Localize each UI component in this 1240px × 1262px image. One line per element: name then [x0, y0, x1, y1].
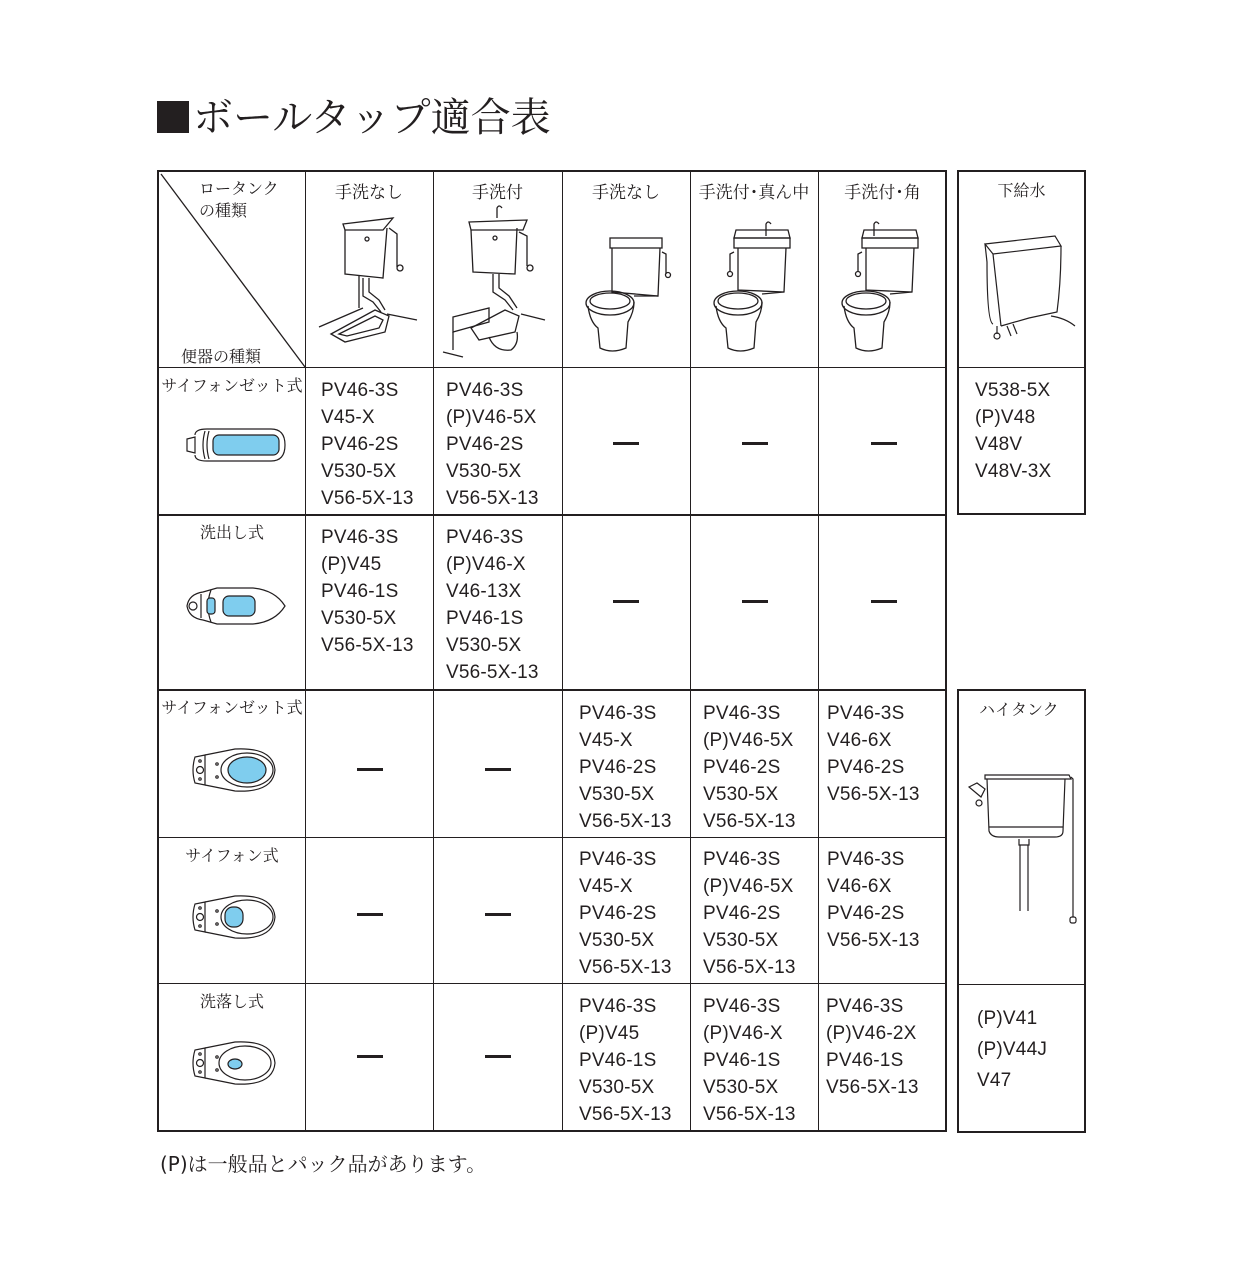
western-siphon-jet-bowl-icon — [189, 745, 279, 795]
part-number: PV46-1S — [579, 1050, 657, 1071]
column-header-4 — [818, 172, 947, 367]
page-title — [157, 92, 551, 144]
squat-toilet-handwash-tank-icon — [433, 172, 562, 367]
part-number: PV46-3S — [321, 380, 399, 401]
part-number: PV46-2S — [446, 434, 524, 455]
part-number: V56-5X-13 — [827, 784, 920, 805]
not-applicable-dash — [485, 913, 511, 916]
page-title-text: ボールタップ適合表 — [193, 95, 551, 141]
part-number: V46-6X — [827, 730, 892, 751]
corner-header-cell — [159, 172, 305, 367]
part-number: V56-5X-13 — [321, 635, 414, 656]
part-number: V46-13X — [446, 581, 522, 602]
part-number: PV46-3S — [826, 996, 904, 1017]
column-header-1 — [433, 172, 562, 367]
not-applicable-dash — [742, 600, 768, 603]
not-applicable-dash — [357, 768, 383, 771]
squat-toilet-low-tank-icon — [305, 172, 433, 367]
part-number: PV46-3S — [703, 996, 781, 1017]
column-header-3 — [690, 172, 818, 367]
panel-header-label: 下給水 — [997, 181, 1046, 200]
column-header-2 — [562, 172, 690, 367]
not-applicable-dash — [485, 1055, 511, 1058]
compatibility-table — [157, 170, 947, 1132]
part-number: PV46-2S — [579, 903, 657, 924]
cell-r2-c3 — [703, 700, 796, 835]
part-number: PV46-1S — [703, 1050, 781, 1071]
row-header-1 — [159, 514, 305, 689]
cell-r3-c4 — [827, 846, 920, 954]
bottom-supply-panel — [957, 170, 1086, 515]
part-number: V530-5X — [579, 784, 655, 805]
row-header-2 — [159, 689, 305, 837]
column-header-label: 手洗なし — [592, 183, 660, 203]
cell-r2-c4 — [827, 700, 920, 808]
part-number: PV46-2S — [827, 903, 905, 924]
part-number: V56-5X-13 — [446, 488, 539, 509]
part-number: V45-X — [579, 876, 633, 897]
part-number: PV46-3S — [446, 527, 524, 548]
part-number: PV46-3S — [579, 703, 657, 724]
western-washdown-bowl-icon — [189, 1038, 279, 1088]
part-number: (P)V46-5X — [446, 407, 537, 428]
part-number: PV46-3S — [579, 996, 657, 1017]
row-header-0 — [159, 367, 305, 514]
part-number: PV46-3S — [579, 849, 657, 870]
part-number: V530-5X — [579, 930, 655, 951]
column-header-label: 手洗付･角 — [844, 183, 921, 203]
cell-r1-c1 — [446, 524, 539, 686]
part-number: V530-5X — [321, 461, 397, 482]
part-number: (P)V41 — [977, 1008, 1038, 1029]
part-number: PV46-3S — [703, 849, 781, 870]
squat-siphon-jet-bowl-icon — [181, 425, 291, 465]
part-number: PV46-3S — [827, 849, 905, 870]
cell-r0-c1 — [446, 377, 539, 512]
part-number: V48V-3X — [975, 461, 1052, 482]
not-applicable-dash — [485, 768, 511, 771]
part-number: V530-5X — [579, 1077, 655, 1098]
part-number: PV46-1S — [826, 1050, 904, 1071]
part-number: PV46-2S — [579, 757, 657, 778]
part-number: (P)V45 — [321, 554, 382, 575]
part-number: PV46-3S — [321, 527, 399, 548]
cell-r4-c3 — [703, 993, 796, 1128]
part-number: PV46-3S — [446, 380, 524, 401]
western-siphon-bowl-icon — [189, 892, 279, 942]
column-header-label: 手洗付 — [472, 183, 523, 203]
not-applicable-dash — [871, 600, 897, 603]
part-number: PV46-2S — [827, 757, 905, 778]
part-number: (P)V46-2X — [826, 1023, 917, 1044]
cell-r2-c2 — [579, 700, 672, 835]
part-number: V530-5X — [321, 608, 397, 629]
not-applicable-dash — [613, 600, 639, 603]
part-number: V538-5X — [975, 380, 1051, 401]
part-number: V56-5X-13 — [321, 488, 414, 509]
not-applicable-dash — [871, 442, 897, 445]
row-divider — [959, 367, 1084, 368]
footer-note: (P)は一般品とパック品があります。 — [160, 1152, 487, 1176]
not-applicable-dash — [357, 913, 383, 916]
part-number: V56-5X-13 — [446, 662, 539, 683]
part-number: V530-5X — [703, 784, 779, 805]
part-number: PV46-1S — [446, 608, 524, 629]
not-applicable-dash — [613, 442, 639, 445]
panel-header-label: ハイタンク — [979, 700, 1059, 719]
part-number: V530-5X — [703, 1077, 779, 1098]
part-number: V45-X — [321, 407, 375, 428]
part-number: V530-5X — [446, 635, 522, 656]
western-toilet-handwash-corner-icon — [818, 172, 947, 367]
part-number: V56-5X-13 — [579, 957, 672, 978]
part-number: (P)V46-X — [446, 554, 526, 575]
high-tank-icon — [959, 761, 1084, 941]
row-divider — [959, 984, 1084, 985]
part-number: PV46-3S — [703, 703, 781, 724]
part-number: V56-5X-13 — [826, 1077, 919, 1098]
high-tank-panel — [957, 689, 1086, 1133]
tank-type-label-line2: の種類 — [199, 201, 248, 220]
row-label: サイフォン式 — [185, 846, 279, 865]
cell-r3-c2 — [579, 846, 672, 981]
part-number: V530-5X — [703, 930, 779, 951]
part-number: PV46-2S — [703, 903, 781, 924]
not-applicable-dash — [357, 1055, 383, 1058]
cell-r4-c4 — [826, 993, 919, 1101]
row-label: 洗出し式 — [199, 523, 264, 542]
squat-washout-bowl-icon — [183, 584, 293, 628]
cell-r3-c3 — [703, 846, 796, 981]
part-number: (P)V46-X — [703, 1023, 783, 1044]
cell-r0-c0 — [321, 377, 414, 512]
part-number: (P)V46-5X — [703, 876, 794, 897]
row-label: 洗落し式 — [199, 992, 264, 1011]
column-header-0 — [305, 172, 433, 367]
black-square-icon — [157, 101, 189, 133]
column-header-label: 手洗なし — [335, 183, 403, 203]
row-label: サイフォンゼット式 — [161, 698, 303, 717]
part-number: V56-5X-13 — [703, 1104, 796, 1125]
cell-r4-c2 — [579, 993, 672, 1128]
western-toilet-no-handwash-icon — [562, 172, 690, 367]
tank-type-label — [199, 178, 279, 222]
part-number: V56-5X-13 — [827, 930, 920, 951]
part-number: V56-5X-13 — [703, 957, 796, 978]
bowl-type-label: 便器の種類 — [181, 347, 262, 366]
part-number: V47 — [977, 1070, 1012, 1091]
part-number: (P)V44J — [977, 1039, 1048, 1060]
column-header-label: 手洗付･真ん中 — [698, 183, 810, 203]
part-number: V48V — [975, 434, 1023, 455]
row-header-3 — [159, 837, 305, 983]
bottom-supply-tank-icon — [959, 222, 1084, 342]
part-number: PV46-2S — [703, 757, 781, 778]
part-number: PV46-1S — [321, 581, 399, 602]
cell-r1-c0 — [321, 524, 414, 659]
part-number: PV46-2S — [321, 434, 399, 455]
part-number: PV46-3S — [827, 703, 905, 724]
part-number: (P)V45 — [579, 1023, 640, 1044]
part-number: V56-5X-13 — [703, 811, 796, 832]
bottom-supply-part-list — [975, 377, 1051, 485]
not-applicable-dash — [742, 442, 768, 445]
part-number: V46-6X — [827, 876, 892, 897]
western-toilet-handwash-center-icon — [690, 172, 818, 367]
part-number: V45-X — [579, 730, 633, 751]
high-tank-part-list — [977, 1003, 1047, 1096]
row-header-4 — [159, 983, 305, 1132]
row-label: サイフォンゼット式 — [161, 376, 303, 395]
tank-type-label-line1: ロータンク — [199, 179, 279, 198]
part-number: (P)V48 — [975, 407, 1036, 428]
part-number: (P)V46-5X — [703, 730, 794, 751]
part-number: V56-5X-13 — [579, 1104, 672, 1125]
part-number: V530-5X — [446, 461, 522, 482]
part-number: V56-5X-13 — [579, 811, 672, 832]
